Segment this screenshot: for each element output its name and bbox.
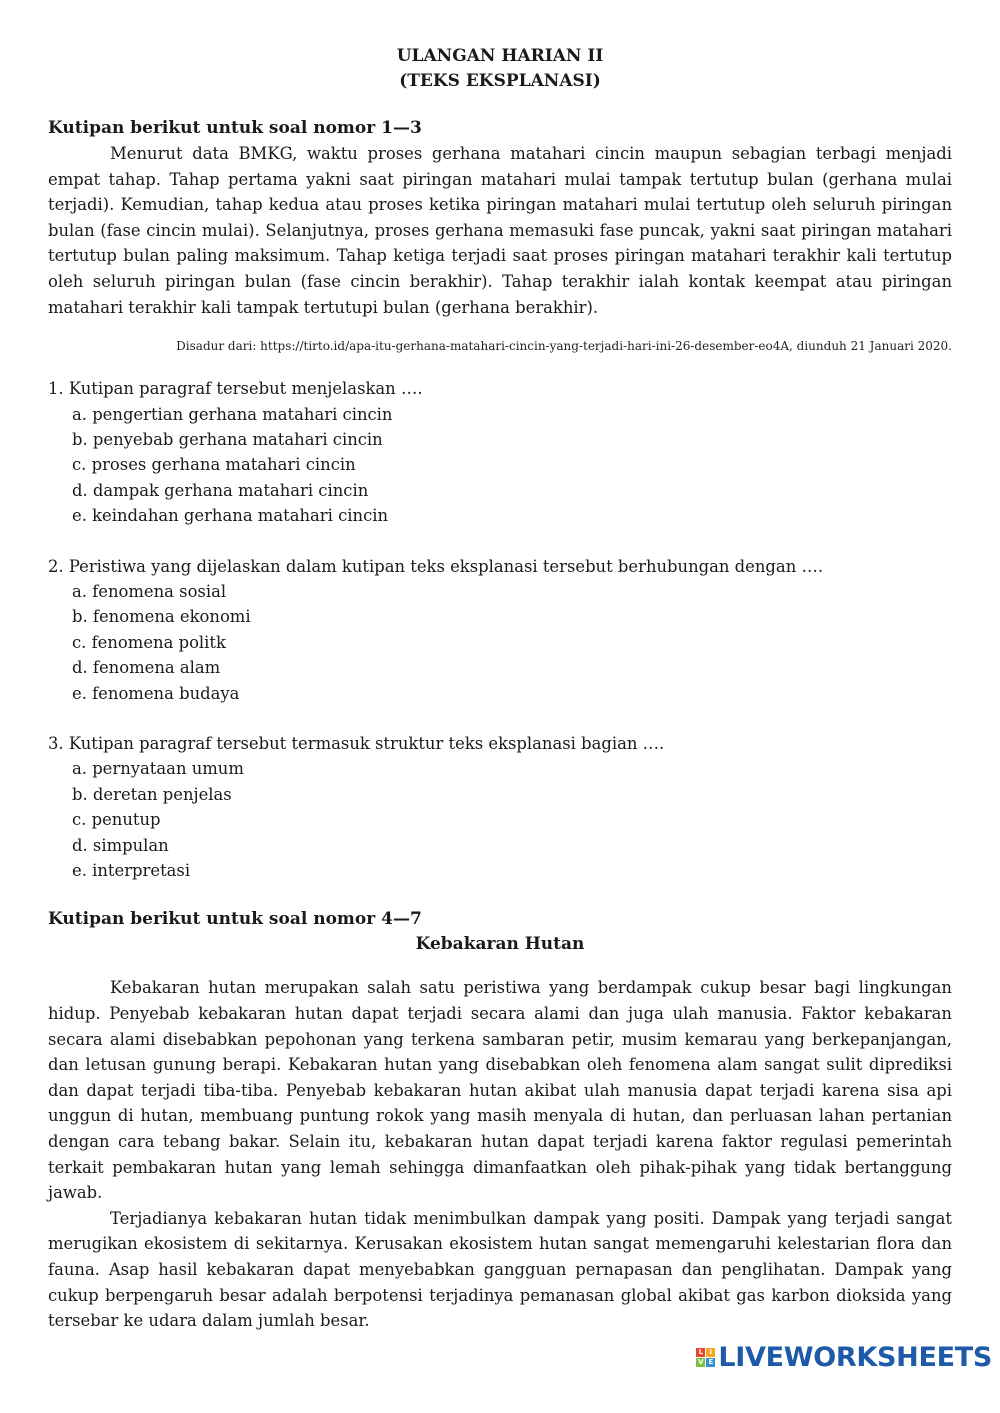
answer-option[interactable]: b. penyebab gerhana matahari cincin bbox=[72, 429, 383, 449]
answer-option[interactable]: d. fenomena alam bbox=[72, 658, 221, 678]
question-text: 3. Kutipan paragraf tersebut termasuk struktur teks eksplanasi bagian …. bbox=[48, 734, 665, 754]
source-citation: Disadur dari: https://tirto.id/apa-itu-gerhana-matahari-cincin-yang-terjadi-hari-ini-26-desember-eo4A, diunduh 21 Januari 2020. bbox=[176, 339, 952, 354]
answer-options bbox=[48, 579, 952, 706]
worksheet-page bbox=[48, 44, 952, 1334]
section1-heading: Kutipan berikut untuk soal nomor 1—3 bbox=[48, 118, 422, 138]
question-3 bbox=[48, 731, 952, 883]
question-1 bbox=[48, 376, 952, 528]
question-text: 1. Kutipan paragraf tersebut menjelaskan …. bbox=[48, 379, 423, 399]
section2-paragraph-2: Terjadianya kebakaran hutan tidak menimbulkan dampak yang positi. Dampak yang terjadi sangat merugikan ekosistem di sekitarnya. Kerusakan ekosistem hutan sangat memengaruhi kelestarian flora dan fauna. Asap hasil kebakaran dapat menyebabkan gangguan pernapasan dan penglihatan. Dampak yang cukup berpengaruh besar adalah berpotensi terjadinya pemanasan global akibat gas karbon dioksida yang tersebar ke udara dalam jumlah besar. bbox=[48, 1208, 952, 1331]
answer-option[interactable]: d. dampak gerhana matahari cincin bbox=[72, 480, 369, 500]
answer-option[interactable]: c. penutup bbox=[72, 810, 161, 830]
answer-option[interactable]: b. deretan penjelas bbox=[72, 784, 232, 804]
question-text: 2. Peristiwa yang dijelaskan dalam kutipan teks eksplanasi tersebut berhubungan dengan …. bbox=[48, 556, 824, 576]
answer-option[interactable]: a. fenomena sosial bbox=[72, 582, 227, 601]
answer-options bbox=[48, 402, 952, 529]
answer-option[interactable]: c. fenomena politk bbox=[72, 632, 226, 652]
answer-option[interactable]: e. interpretasi bbox=[72, 861, 191, 881]
answer-option[interactable]: a. pengertian gerhana matahari cincin bbox=[72, 404, 393, 424]
logo-text: LIVEWORKSHEETS bbox=[718, 1342, 992, 1373]
answer-option[interactable]: e. keindahan gerhana matahari cincin bbox=[72, 506, 389, 526]
logo-letter: L bbox=[696, 1348, 705, 1357]
answer-option[interactable]: d. simpulan bbox=[72, 835, 169, 855]
answer-options bbox=[48, 756, 952, 883]
live-logo-icon bbox=[696, 1348, 715, 1367]
worksheet-title: ULANGAN HARIAN II bbox=[396, 46, 604, 66]
section2-paragraph-1: Kebakaran hutan merupakan salah satu peristiwa yang berdampak cukup besar bagi lingkungan hidup. Penyebab kebakaran hutan dapat terjadi secara alami dan juga ulah manusia. Faktor kebakaran secara alami disebabkan pepohonan yang terkena sambaran petir, musim kemarau yang berkepanjangan, dan letusan gunung berapi. Kebakaran hutan yang disebabkan oleh fenomena alam sangat sulit diprediksi dan dapat terjadi tiba-tiba. Penyebab kebakaran hutan akibat ulah manusia dapat terjadi karena sisa api unggun di hutan, membuang puntung rokok yang masih menyala di hutan, dan perluasan lahan pertanian dengan cara tebang bakar. Selain itu, kebakaran hutan dapat terjadi karena faktor regulasi pemerintah terkait pembakaran hutan yang lemah sehingga dimanfaatkan oleh pihak-pihak yang tidak bertanggung jawab. bbox=[48, 978, 952, 1203]
liveworksheets-logo bbox=[696, 1342, 992, 1373]
worksheet-subtitle: (TEKS EKSPLANASI) bbox=[399, 71, 601, 91]
question-2 bbox=[48, 554, 952, 706]
answer-option[interactable]: c. proses gerhana matahari cincin bbox=[72, 455, 356, 475]
section2-heading: Kutipan berikut untuk soal nomor 4—7 bbox=[48, 909, 422, 930]
passage-title: Kebakaran Hutan bbox=[415, 934, 585, 955]
logo-letter: E bbox=[706, 1358, 715, 1367]
logo-letter: I bbox=[706, 1348, 715, 1357]
answer-option[interactable]: b. fenomena ekonomi bbox=[72, 607, 251, 627]
logo-letter: V bbox=[698, 1358, 704, 1366]
answer-option[interactable]: a. pernyataan umum bbox=[72, 759, 244, 779]
answer-option[interactable]: e. fenomena budaya bbox=[72, 683, 240, 703]
section1-paragraph: Menurut data BMKG, waktu proses gerhana matahari cincin maupun sebagian terbagi menjadi empat tahap. Tahap pertama yakni saat piringan matahari mulai tampak tertutup bulan (gerhana mulai terjadi). Kemudian, tahap kedua atau proses ketika piringan matahari mulai tertutup oleh seluruh piringan bulan (fase cincin mulai). Selanjutnya, proses gerhana memasuki fase puncak, yakni saat piringan matahari tertutup bulan paling maksimum. Tahap ketiga terjadi saat proses piringan matahari terakhir kali tertutup oleh seluruh piringan bulan (fase cincin berakhir). Tahap terakhir ialah kontak keempat atau piringan matahari terakhir kali tampak tertutupi bulan (gerhana berakhir). bbox=[48, 144, 952, 317]
